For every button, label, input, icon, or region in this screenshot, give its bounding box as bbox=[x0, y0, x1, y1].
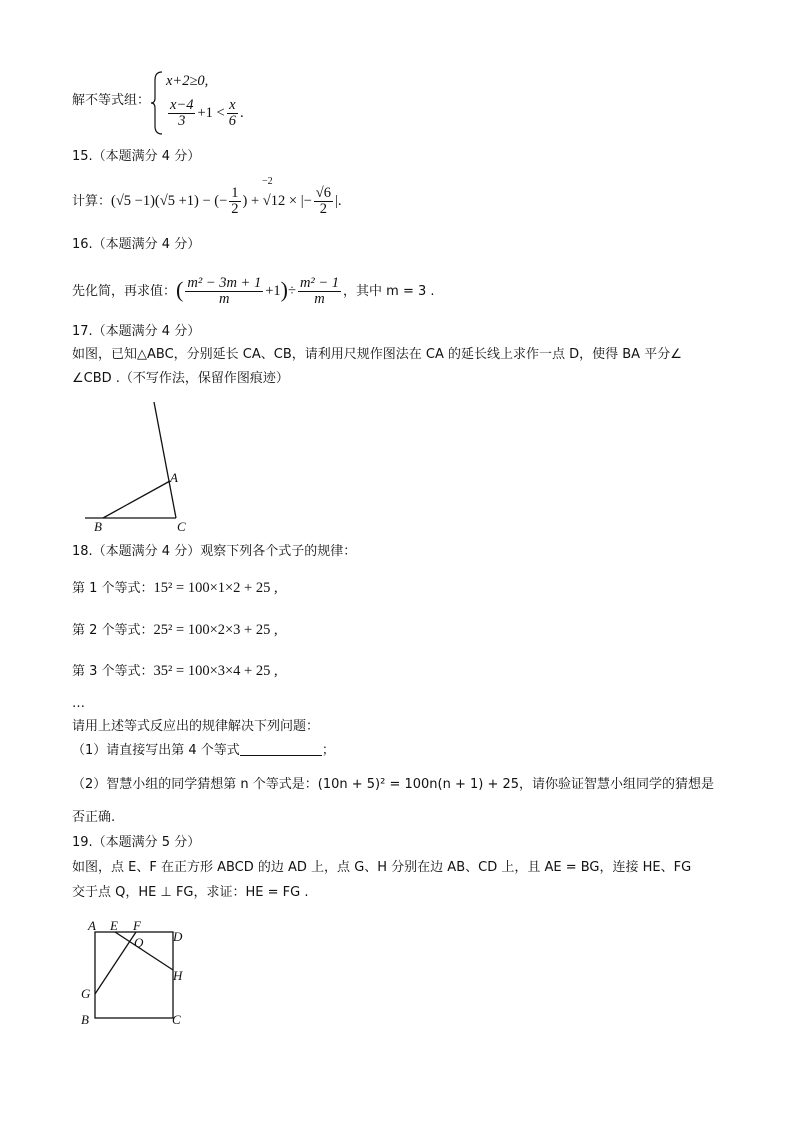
q14-ineq2 bbox=[166, 98, 244, 129]
q16-num2: m² − 1 bbox=[299, 275, 340, 291]
q15-expression bbox=[72, 186, 342, 217]
label-b: B bbox=[81, 1012, 89, 1027]
q16-label: 先化简，再求值： bbox=[72, 284, 177, 299]
part1-text: （1）请直接写出第 4 个等式 bbox=[72, 743, 240, 758]
q18-part2: （2）智慧小组的同学猜想第 n 个等式是：(10n + 5)² = 100n(n + 1) + 25，请你验证智慧小组同学的猜想是 bbox=[72, 777, 715, 792]
q14-mid: +1 < bbox=[197, 104, 225, 121]
q19-line2: 交于点 Q，HE ⊥ FG，求证：HE = FG . bbox=[72, 885, 309, 900]
q15-end: |. bbox=[335, 193, 342, 209]
q19-figure bbox=[76, 916, 196, 1032]
q15-half-num: 1 bbox=[231, 185, 239, 201]
label-q: Q bbox=[134, 935, 144, 950]
brace-shape bbox=[150, 70, 164, 136]
label-d: D bbox=[173, 929, 183, 944]
q17-header: 17.（本题满分 4 分） bbox=[72, 324, 201, 339]
q19-header: 19.（本题满分 5 分） bbox=[72, 835, 201, 850]
eq3-label: 第 3 个等式： bbox=[72, 664, 154, 679]
q14-frac-num: x−4 bbox=[170, 97, 194, 113]
label-e: E bbox=[110, 918, 118, 933]
q14-frac-den: 3 bbox=[178, 113, 186, 129]
q18-part1 bbox=[72, 742, 335, 760]
q16-expression: 先化简，再求值：( $\frac{\text{m² − 3m + 1}}{m}$ +1)÷ $\frac{\text{m² − 1}}{m}$ ，其中 m = 3 . bbox=[72, 275, 435, 307]
q16-cond: ，其中 m = 3 . bbox=[343, 284, 435, 299]
q16-div: ÷ bbox=[287, 283, 296, 299]
q14-brace bbox=[150, 70, 164, 140]
label-g: G bbox=[81, 986, 91, 1001]
q18-dots: … bbox=[72, 696, 85, 711]
q17-figure bbox=[78, 398, 198, 542]
eq2-label: 第 2 个等式： bbox=[72, 623, 154, 638]
q16-header: 16.（本题满分 4 分） bbox=[72, 237, 201, 252]
label-a: A bbox=[88, 918, 96, 933]
q19-line1: 如图，点 E、F 在正方形 ABCD 的边 AD 上，点 G、H 分别在边 AB、CD 上，且 AE = BG，连接 HE、FG bbox=[72, 860, 692, 875]
q16-den2: m bbox=[314, 291, 325, 307]
label-f: F bbox=[133, 918, 141, 933]
q17-line2: ∠CBD .（不写作法，保留作图痕迹） bbox=[72, 371, 289, 386]
q15-half-den: 2 bbox=[231, 201, 239, 217]
q14-end: . bbox=[239, 104, 244, 121]
eq1-text: 15² = 100×1×2 + 25 , bbox=[153, 580, 278, 596]
q16-num1: m² − 3m + 1 bbox=[187, 275, 262, 291]
q16-plus1: +1 bbox=[265, 283, 281, 299]
part1-end: ； bbox=[321, 743, 335, 758]
q15-header: 15.（本题满分 4 分） bbox=[72, 149, 201, 164]
label-c: C bbox=[177, 519, 186, 534]
q15-exponent: −2 bbox=[262, 176, 273, 187]
q18-eq1 bbox=[72, 579, 278, 598]
label-c: C bbox=[172, 1012, 181, 1027]
label-b: B bbox=[94, 519, 102, 534]
q17-line1: 如图，已知△ABC，分别延长 CA、CB，请利用尺规作图法在 CA 的延长线上求作一点 D，使得 BA 平分∠ bbox=[72, 347, 682, 362]
q15-two: 2 bbox=[319, 201, 328, 217]
eq1-label: 第 1 个等式： bbox=[72, 581, 154, 596]
q15-expr-b: ) + √12 × |− bbox=[242, 193, 312, 209]
q15-expr-a: (√5 −1)(√5 +1) − (− bbox=[111, 193, 228, 209]
triangle-figure bbox=[78, 398, 198, 538]
q14-label: 解不等式组： bbox=[72, 93, 151, 108]
q18-intro: 请用上述等式反应出的规律解决下列问题： bbox=[72, 719, 320, 734]
q14-rhs-den: 6 bbox=[228, 113, 236, 129]
q16-den1: m bbox=[219, 291, 230, 307]
answer-blank bbox=[240, 742, 322, 756]
eq2-text: 25² = 100×2×3 + 25 , bbox=[153, 622, 278, 638]
label-h: H bbox=[173, 968, 183, 983]
q18-eq2 bbox=[72, 621, 278, 640]
q14-ineq1: x+2≥0, bbox=[166, 73, 209, 89]
label-a: A bbox=[170, 470, 178, 485]
q15-label: 计算： bbox=[72, 194, 112, 209]
q18-eq3 bbox=[72, 662, 278, 681]
q14-rhs-num: x bbox=[229, 97, 236, 113]
q15-root6: √6 bbox=[315, 185, 331, 201]
q18-header: 18.（本题满分 4 分）观察下列各个式子的规律： bbox=[72, 544, 357, 559]
square-figure bbox=[76, 916, 196, 1028]
q18-part2-cont: 否正确. bbox=[72, 810, 116, 825]
eq3-text: 35² = 100×3×4 + 25 , bbox=[153, 663, 278, 679]
